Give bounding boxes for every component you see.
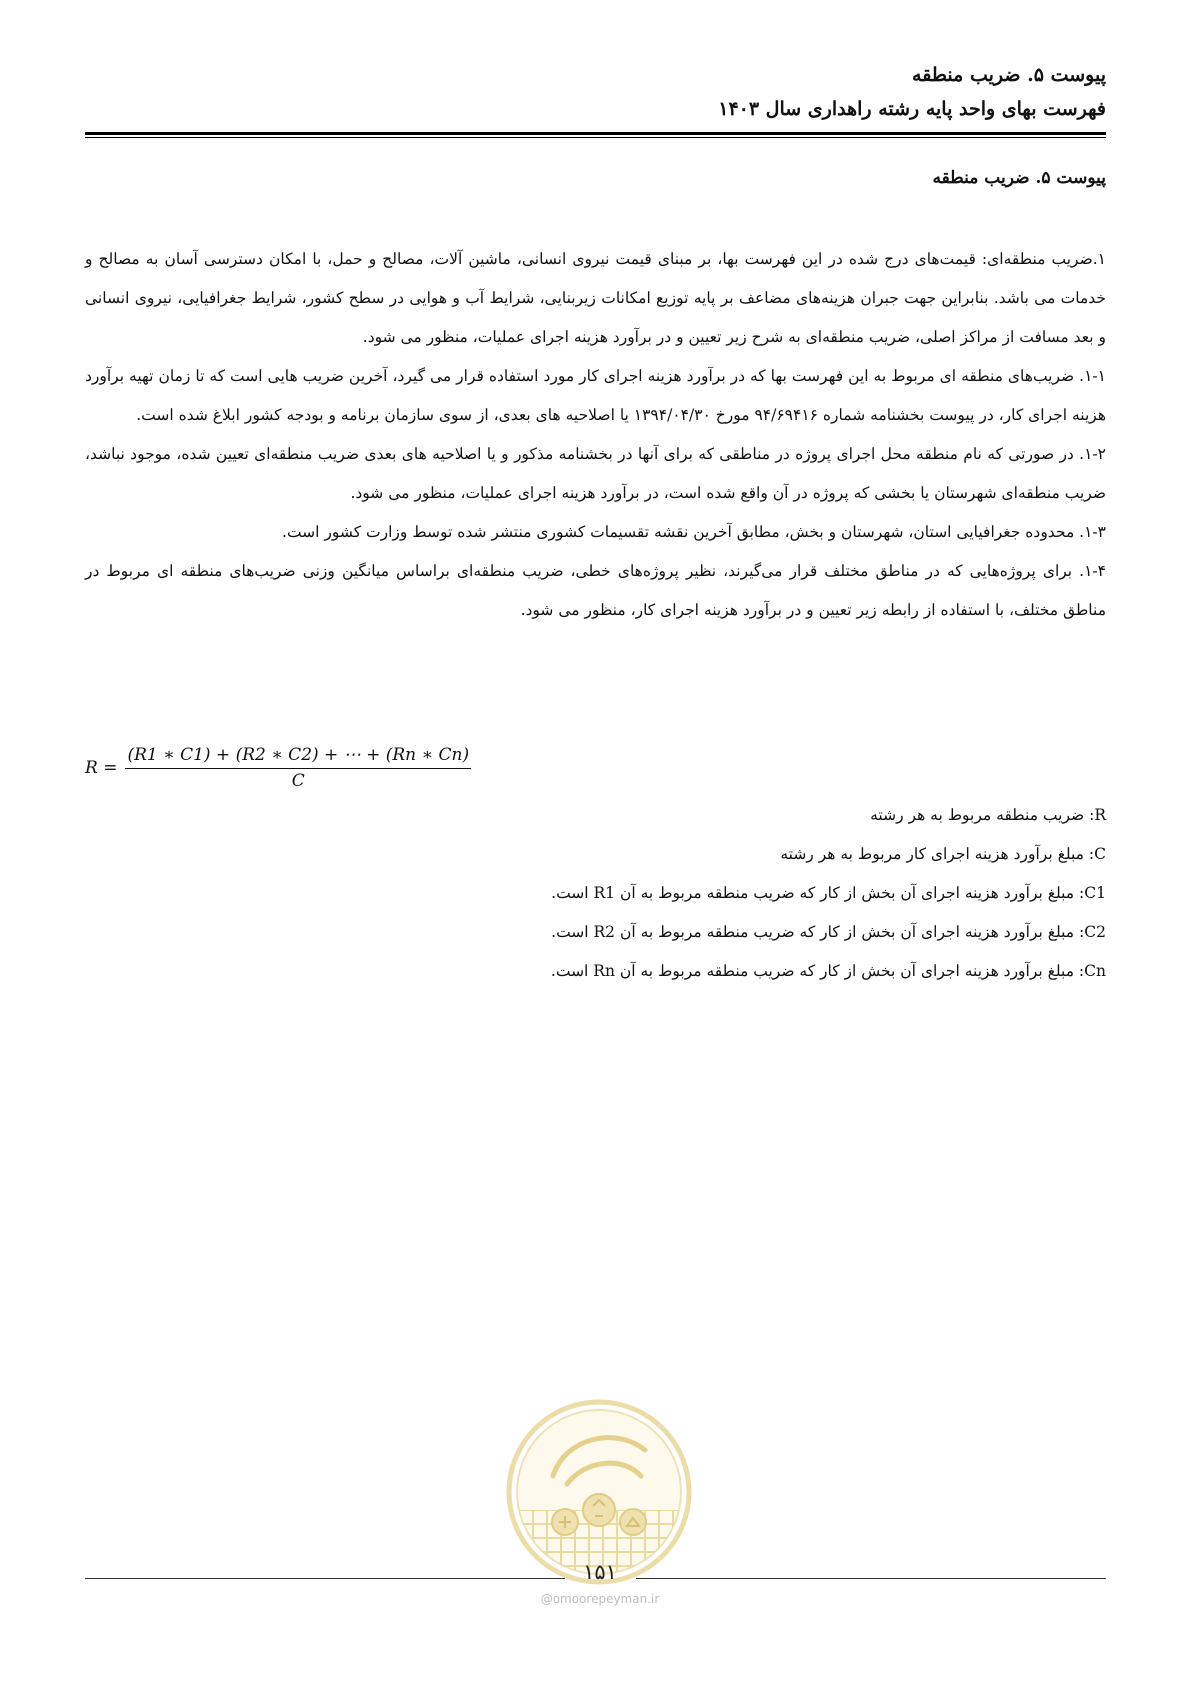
page-header <box>718 58 1106 126</box>
paragraph-1: ۱.ضریب منطقه‌ای: قیمت‌های درج شده در این فهرست بها، بر مبنای قیمت نیروی انسانی، ماشین آلات، مصالح و حمل، با امکان دسترسی آسان به مصالح و خدمات می باشد. بنابراین جهت جبران هزینه‌های مضاعف بر پایه توزیع امکانات زیربنایی، شرایط آب و هوایی در سطح کشور، شرایط جغرافیایی، نیروی انسانی و بعد مسافت از مراکز اصلی، ضریب منطقه‌ای به شرح زیر تعیین و در برآورد هزینه اجرای عملیات، منظور می شود. <box>85 250 1106 346</box>
definition-c1: C1: مبلغ برآورد هزینه اجرای آن بخش از کار که ضریب منطقه مربوط به آن R1 است. <box>551 884 1106 902</box>
header-appendix-title: پیوست ۵. ضریب منطقه <box>912 64 1106 86</box>
formula-lhs: R = <box>85 758 118 778</box>
definition-c2: C2: مبلغ برآورد هزینه اجرای آن بخش از کار که ضریب منطقه مربوط به آن R2 است. <box>551 923 1106 941</box>
paragraph-1-3: ۱-۳. محدوده جغرافیایی استان، شهرستان و بخش، مطابق آخرین نقشه تقسیمات کشوری منتشر شده توسط وزارت کشور است. <box>282 523 1106 541</box>
section-title: پیوست ۵. ضریب منطقه <box>932 168 1106 188</box>
footer-rule-left <box>85 1578 565 1579</box>
body-text <box>85 240 1106 630</box>
weighted-formula <box>85 745 471 791</box>
header-rule-thick <box>85 132 1106 135</box>
header-document-title: فهرست بهای واحد پایه رشته راهداری سال ۱۴۰۳ <box>718 98 1106 120</box>
definition-c: C: مبلغ برآورد هزینه اجرای کار مربوط به هر رشته <box>780 845 1106 863</box>
footer-rule-right <box>636 1578 1106 1579</box>
definition-r: R: ضریب منطقه مربوط به هر رشته <box>870 806 1106 824</box>
paragraph-1-2: ۱-۲. در صورتی که نام منطقه محل اجرای پروژه در مناطقی که برای آنها در بخشنامه مذکور و یا اصلاحیه های بعدی ضریب منطقه‌ای تعیین شده، موجود نباشد، ضریب منطقه‌ای شهرستان یا بخشی که پروژه در آن واقع شده است، در برآورد هزینه اجرای عملیات، منظور می شود. <box>85 445 1106 502</box>
omoor-peyman-seal-logo <box>505 1398 693 1586</box>
formula-denominator: C <box>291 771 305 791</box>
variable-definitions <box>551 796 1106 991</box>
paragraph-1-1: ۱-۱. ضریب‌های منطقه ای مربوط به این فهرست بها که در برآورد هزینه اجرای کار مورد استفاده قرار می گیرد، آخرین ضریب هایی است که تا زمان تهیه برآورد هزینه اجرای کار، در پیوست بخشنامه شماره ۹۴/۶۹۴۱۶ مورخ ۱۳۹۴/۰۴/۳۰ یا اصلاحیه های بعدی، از سوی سازمان برنامه و بودجه کشور ابلاغ شده است. <box>85 367 1106 424</box>
header-rule-thin <box>85 137 1106 138</box>
definition-cn: Cn: مبلغ برآورد هزینه اجرای آن بخش از کار که ضریب منطقه مربوط به آن Rn است. <box>550 962 1106 980</box>
paragraph-1-4: ۱-۴. برای پروژه‌هایی که در مناطق مختلف قرار می‌گیرند، نظیر پروژه‌های خطی، ضریب منطقه‌ای براساس میانگین وزنی ضریب‌های منطقه ای مربوط در مناطق مختلف، با استفاده از رابطه زیر تعیین و در برآورد هزینه اجرای کار، منظور می شود. <box>85 562 1106 619</box>
watermark-url: @omoorepeyman.ir <box>540 1592 660 1606</box>
formula-numerator: (R1 ∗ C1) + (R2 ∗ C2) + ⋯ + (Rn ∗ Cn) <box>125 745 471 769</box>
page-number: ۱۵۱ <box>583 1560 617 1584</box>
formula-fraction <box>125 745 471 791</box>
